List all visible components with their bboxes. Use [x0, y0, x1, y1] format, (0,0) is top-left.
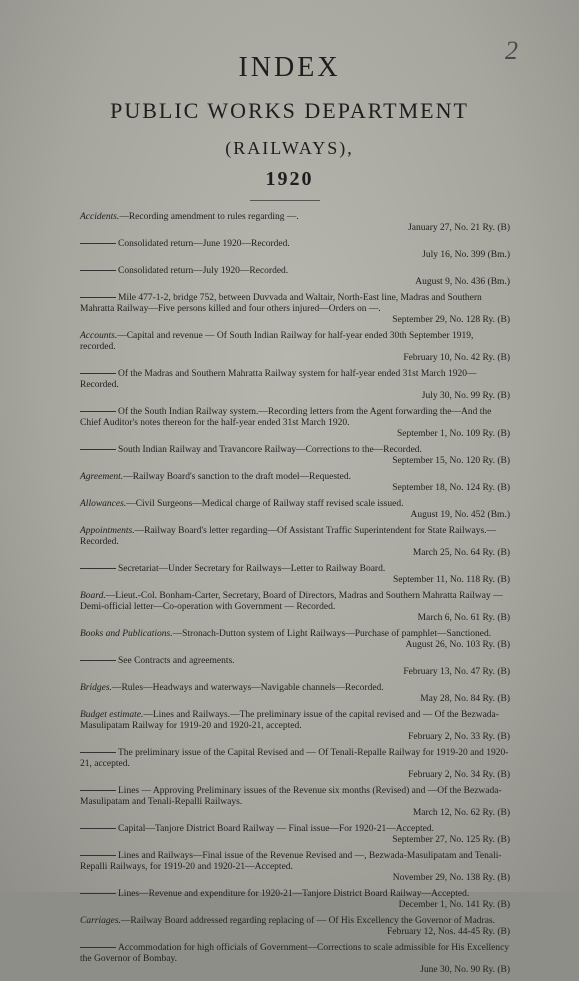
continuation-dash: [80, 752, 116, 753]
entry-reference: February 2, No. 33 Ry. (B): [408, 732, 510, 742]
continuation-dash: [80, 855, 116, 856]
index-entry: [80, 889, 510, 911]
entry-body: Bridges.—Rules—Headways and waterways—Navigable channels—Recorded.: [80, 683, 384, 693]
index-entry: [80, 445, 510, 467]
index-entry: [80, 591, 510, 624]
continuation-dash: [80, 828, 116, 829]
entry-text: Accommodation for high officials of Government—Corrections to scale admissible for His Excellency the Governor of Bombay.: [80, 943, 510, 964]
entry-reference: June 30, No. 90 Ry. (B): [420, 965, 510, 975]
entry-body: Agreement.—Railway Board's sanction to the draft model—Requested.: [80, 472, 352, 482]
entry-text: Railway Board's letter regarding—Of Assistant Traffic Superintendent for State Railways.—Recorded.: [80, 526, 497, 547]
index-entries: [80, 212, 510, 981]
entry-reference: September 11, No. 118 Ry. (B): [392, 575, 510, 585]
subtitle-heading: (RAILWAYS),: [225, 138, 354, 158]
index-entry: [80, 656, 510, 678]
continuation-dash: [80, 373, 116, 374]
entry-body: [80, 824, 510, 835]
index-entry: [80, 786, 510, 819]
entry-reference: August 9, No. 436 (Bm.): [415, 277, 510, 287]
entry-text: Of the Madras and Southern Mahratta Railway system for half-year ended 31st March 1920—Recorded.: [80, 369, 477, 390]
entry-text: Lines—Revenue and expenditure for 1920-21—Tanjore District Board Railway—Accepted.: [118, 889, 470, 899]
entry-heading: Books and Publications.: [80, 629, 173, 639]
index-entry: [80, 499, 510, 521]
continuation-dash: [80, 297, 116, 298]
continuation-dash: [80, 449, 116, 450]
continuation-dash: [80, 411, 116, 412]
entry-text: Railway Board's sanction to the draft model—Requested.: [132, 472, 352, 482]
entry-body: [80, 889, 510, 900]
entry-reference: March 6, No. 61 Ry. (B): [417, 613, 510, 623]
entry-reference: February 13, No. 47 Ry. (B): [403, 667, 510, 677]
entry-text: See Contracts and agreements.: [118, 656, 235, 666]
entry-reference: March 12, No. 62 Ry. (B): [412, 808, 510, 818]
entry-text: Lines — Approving Preliminary issues of the Revenue six months (Revised) and —Of the Bezwada-Masulipatam and Tenali-Repalli Railways.: [80, 786, 502, 807]
entry-text: Consolidated return—June 1920—Recorded.: [118, 239, 290, 249]
entry-reference: September 27, No. 125 Ry. (B): [392, 835, 510, 845]
entry-text: Recording amendment to rules regarding —.: [128, 212, 299, 222]
heading-rule: [250, 200, 320, 201]
entry-body: [80, 943, 510, 965]
continuation-dash: [80, 270, 116, 271]
index-heading: INDEX: [238, 52, 341, 83]
entry-reference: September 18, No. 124 Ry. (B): [392, 483, 510, 493]
index-entry: [80, 943, 510, 976]
entry-body: Budget estimate.—Lines and Railways.—The preliminary issue of the capital revised and — Of the Bezwada-Masulipatam Railway for 1919-20 and 1920-21, accepted.: [80, 710, 499, 731]
entry-heading: Budget estimate.: [80, 710, 144, 720]
entry-heading: Accounts.: [80, 331, 118, 341]
index-entry: [80, 472, 510, 494]
entry-text: Capital and revenue — Of South Indian Railway for half-year ended 30th September 1919, recorded.: [80, 331, 474, 352]
index-entry: [80, 916, 510, 938]
entry-body: [80, 786, 510, 808]
entry-body: [80, 266, 510, 277]
entry-reference: February 12, Nos. 44-45 Ry. (B): [386, 927, 510, 937]
index-entry: [80, 526, 510, 559]
entry-text: Stronach-Dutton system of Light Railways—Purchase of pamphlet—Sanctioned.: [182, 629, 492, 639]
entry-heading: Appointments.: [80, 526, 135, 536]
entry-text: The preliminary issue of the Capital Revised and — Of Tenali-Repalle Railway for 1919-20 and 1920-21, accepted.: [80, 748, 509, 769]
entry-body: [80, 445, 510, 456]
entry-body: Books and Publications.—Stronach-Dutton system of Light Railways—Purchase of pamphlet—Sanctioned.: [80, 629, 492, 639]
index-entry: [80, 266, 510, 288]
entry-reference: March 25, No. 64 Ry. (B): [412, 548, 510, 558]
year-heading: 1920: [265, 168, 314, 190]
entry-body: Carriages.—Railway Board addressed regarding replacing of — Of His Excellency the Governor of Madras.: [80, 916, 495, 926]
entry-text: Lieut.-Col. Bonham-Carter, Secretary, Board of Directors, Madras and Southern Mahratta Railway — Demi-official letter—Co-operation with Government — Recorded.: [80, 591, 503, 612]
index-entry: [80, 564, 510, 586]
entry-body: [80, 564, 510, 575]
entry-body: Accounts.—Capital and revenue — Of South Indian Railway for half-year ended 30th September 1919, recorded.: [80, 331, 474, 352]
entry-reference: February 2, No. 34 Ry. (B): [408, 770, 510, 780]
entry-text: Capital—Tanjore District Board Railway — Final issue—For 1920-21—Accepted.: [118, 824, 434, 834]
entry-heading: Board.: [80, 591, 106, 601]
entry-text: Secretariat—Under Secretary for Railways—Letter to Railway Board.: [118, 564, 386, 574]
entry-reference: July 16, No. 399 (Bm.): [422, 250, 510, 260]
entry-body: Allowances.—Civil Surgeons—Medical charge of Railway staff revised scale issued.: [80, 499, 404, 509]
entry-reference: February 10, No. 42 Ry. (B): [403, 353, 510, 363]
entry-reference: August 19, No. 452 (Bm.): [410, 510, 510, 520]
entry-heading: Allowances.: [80, 499, 127, 509]
entry-body: [80, 656, 510, 667]
entry-body: [80, 748, 510, 770]
index-entry: [80, 331, 510, 364]
index-entry: [80, 851, 510, 884]
continuation-dash: [80, 947, 116, 948]
entry-body: [80, 293, 510, 315]
index-entry: [80, 629, 510, 651]
entry-text: Consolidated return—July 1920—Recorded.: [118, 266, 289, 276]
index-entry: [80, 293, 510, 326]
entry-body: [80, 369, 510, 391]
index-entry: [80, 683, 510, 705]
index-entry: [80, 407, 510, 440]
entry-heading: Carriages.: [80, 916, 121, 926]
entry-body: Accidents.—Recording amendment to rules regarding —.: [80, 212, 299, 222]
continuation-dash: [80, 243, 116, 244]
continuation-dash: [80, 568, 116, 569]
entry-text: South Indian Railway and Travancore Railway—Corrections to the—Recorded.: [118, 445, 422, 455]
index-entry: [80, 239, 510, 261]
entry-heading: Agreement.: [80, 472, 124, 482]
entry-body: [80, 851, 510, 873]
index-entry: [80, 748, 510, 781]
corner-mark: 2: [505, 36, 518, 65]
index-entry: [80, 369, 510, 402]
entry-body: Appointments.—Railway Board's letter regarding—Of Assistant Traffic Superintendent for State Railways.—Recorded.: [80, 526, 497, 547]
entry-reference: September 15, No. 120 Ry. (B): [392, 456, 510, 466]
entry-body: Board.—Lieut.-Col. Bonham-Carter, Secretary, Board of Directors, Madras and Southern Mahratta Railway — Demi-official letter—Co-operation with Government — Recorded.: [80, 591, 503, 612]
entry-text: Civil Surgeons—Medical charge of Railway staff revised scale issued.: [135, 499, 404, 509]
entry-body: [80, 239, 510, 250]
entry-reference: November 29, No. 138 Ry. (B): [392, 873, 510, 883]
entry-text: Lines and Railways.—The preliminary issue of the capital revised and — Of the Bezwada-Masulipatam Railway for 1919-20 and 1920-21, accepted.: [80, 710, 499, 731]
entry-heading: Bridges.: [80, 683, 112, 693]
entry-reference: September 1, No. 109 Ry. (B): [397, 429, 510, 439]
index-entry: [80, 824, 510, 846]
entry-reference: July 30, No. 99 Ry. (B): [421, 391, 510, 401]
index-entry: [80, 212, 510, 234]
entry-text: Of the South Indian Railway system.—Recording letters from the Agent forwarding the—And the Chief Auditor's notes thereon for the half-year ended 31st March 1920.: [80, 407, 492, 428]
entry-reference: September 29, No. 128 Ry. (B): [392, 315, 510, 325]
entry-heading: Accidents.: [80, 212, 120, 222]
index-entry: [80, 710, 510, 743]
department-heading: PUBLIC WORKS DEPARTMENT: [110, 98, 469, 123]
entry-text: Mile 477-1-2, bridge 752, between Duvvada and Waltair, North-East line, Madras and Southern Mahratta Railway—Five persons killed and four others injured—Orders on —.: [80, 293, 482, 314]
entry-text: Rules—Headways and waterways—Navigable channels—Recorded.: [121, 683, 384, 693]
continuation-dash: [80, 790, 116, 791]
entry-body: [80, 407, 510, 429]
continuation-dash: [80, 893, 116, 894]
continuation-dash: [80, 660, 116, 661]
entry-reference: January 27, No. 21 Ry. (B): [408, 223, 510, 233]
entry-text: Lines and Railways—Final issue of the Revenue Revised and —, Bezwada-Masulipatam and Tenali-Repalli Railways, for 1919-20 and 1920-21—Accepted.: [80, 851, 502, 872]
entry-text: Railway Board addressed regarding replacing of — Of His Excellency the Governor of Madras.: [130, 916, 495, 926]
entry-reference: December 1, No. 141 Ry. (B): [398, 900, 510, 910]
entry-reference: August 26, No. 103 Ry. (B): [405, 640, 510, 650]
entry-reference: May 28, No. 84 Ry. (B): [420, 694, 510, 704]
